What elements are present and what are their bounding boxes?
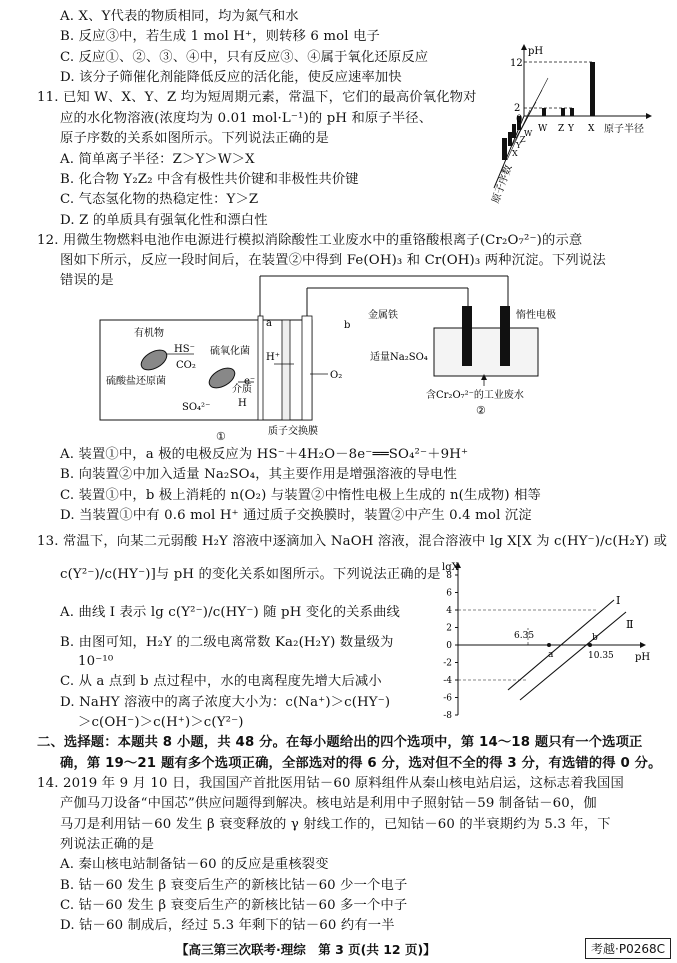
device-1-label: ① [216,430,226,443]
q11-option-b: B. 化合物 Y₂Z₂ 中含有极性共价键和非极性共价键 [60,172,359,187]
q13-figure [430,560,655,720]
waste-water-label: 含Cr₂O₇²⁻的工业废水 [426,390,524,401]
bar-y [570,108,574,116]
front-label-y: Y [516,141,522,150]
q11-stem-2: 应的水化物溶液(浓度均为 0.01 mol·L⁻¹)的 pH 和原子半径、 [60,111,433,126]
label-z: Z [558,124,565,134]
tick-label: -4 [443,676,452,686]
q11-stem-3: 原子序数的关系如图所示。下列说法正确的是 [60,131,329,146]
q12-stem-1: 12. 用微生物燃料电池作电源进行模拟消除酸性工业废水中的重铬酸根离子(Cr₂O₇²⁻)的示意 [37,233,583,248]
paper-code: 考越·P0268C [585,938,671,959]
point-a [547,643,551,647]
tick-label: 2 [446,623,452,634]
q14-stem-2: 产伽马刀设备“中国芯”供应问题得到解决。核电站是利用中子照射钴－59 制备钴－60，伽 [60,796,597,811]
front-label-x: X [512,149,518,158]
front-label-z: Z [520,135,526,144]
hplus-label: H⁺ [266,352,280,363]
inert-electrode-label: 惰性电极 [516,310,556,321]
sulfate-reducer-cell [138,346,170,374]
q11-option-d: D. Z 的单质具有强氧化性和漂白性 [60,213,268,228]
q13-option-b-cont: 10⁻¹⁰ [78,654,114,669]
curve-1-label: Ⅰ [616,594,621,607]
q12-option-d: D. 当装置①中有 0.6 mol H⁺ 通过质子交换膜时，装置②中产生 0.4 mol 沉淀 [60,508,532,523]
q12-option-a: A. 装置①中，a 极的电极反应为 HS⁻＋4H₂O－8e⁻══SO₄²⁻＋9H⁺ [60,447,469,462]
q11-stem-1: 11. 已知 W、X、Y、Z 均为短周期元素，常温下，它们的最高价氧化物对 [37,90,477,105]
tick-2: 2 [514,103,521,114]
metal-fe-label: 金属铁 [368,310,398,321]
q12-stem-3: 错误的是 [60,273,114,288]
iron-electrode [462,306,472,366]
q10-option-b: B. 反应③中，若生成 1 mol H⁺，则转移 6 mol 电子 [60,29,380,44]
na2so4-label: 适量Na₂SO₄ [370,352,428,363]
q14-stem-1: 14. 2019 年 9 月 10 日，我国国产首批医用钴－60 原料组件从秦山核电站启运，这标志着我国国 [37,776,624,791]
q11-figure [488,38,670,210]
lgx-label: lgX [442,562,459,573]
q12-figure [98,274,578,444]
co2-label: CO₂ [176,360,196,371]
q13-stem-1: 13. 常温下，向某二元弱酸 H₂Y 溶液中逐滴加入 NaOH 溶液，混合溶液中 lg X[X 为 c(HY⁻)/c(H₂Y) 或 [37,534,668,549]
q12-option-c: C. 装置①中，b 极上消耗的 n(O₂) 与装置②中惰性电极上生成的 n(生成物) 相等 [60,488,541,503]
q14-option-d: D. 钴－60 制成后，经过 5.3 年剩下的钴－60 约有一半 [60,918,395,933]
section-2-heading-cont: 确，第 19～21 题有多个选项正确，全部选对的得 6 分，选对但不全的得 3 分，有选错的得 0 分。 [60,756,662,771]
q14-option-a: A. 秦山核电站制备钴－60 的反应是重核裂变 [60,857,329,872]
q10-option-d: D. 该分子筛催化剂能降低反应的活化能，使反应速率加快 [60,70,402,85]
proton-membrane [282,320,290,420]
tick-0: 0 [516,114,523,125]
label-y: Y [568,124,574,134]
o2-label: O₂ [330,370,343,381]
q13-option-a: A. 曲线 Ⅰ 表示 lg c(Y²⁻)/c(HY⁻) 随 pH 变化的关系曲线 [60,605,400,620]
point-b [588,643,592,647]
device-2-beaker [434,328,538,376]
electron-label: e⁻ [244,376,256,387]
radius-axis-label: 原子半径 [604,124,644,135]
electrode-a [258,316,263,420]
medium-label: 介质 [232,384,252,395]
membrane-label: 质子交换膜 [268,426,318,437]
q14-stem-3: 马刀是利用钴－60 发生 β 衰变释放的 γ 射线工作的，已知钴－60 的半衰期约为 5.3 年，下 [60,817,611,832]
so4-label: SO₄²⁻ [182,402,211,413]
tick-label: -2 [443,658,452,669]
electrode-a-label: a [266,318,272,329]
tick-label: 6 [446,588,452,599]
q14-stem-4: 列说法正确的是 [60,837,155,852]
label-w: W [538,124,548,134]
page-footer: 【高三第三次联考·理综 第 3 页(共 12 页)】 [176,942,436,957]
q10-option-a: A. X、Y代表的物质相同，均为氮气和水 [60,9,299,24]
q13-option-c: C. 从 a 点到 b 点过程中，水的电离程度先增大后减小 [60,674,382,689]
value-10-35: 10.35 [588,651,614,661]
q12-option-b: B. 向装置②中加入适量 Na₂SO₄，其主要作用是增强溶液的导电性 [60,467,457,482]
inert-electrode [500,306,510,366]
q11-option-a: A. 简单离子半径：Z＞Y＞W＞X [60,152,255,167]
h-label: H [238,398,247,409]
electrode-b-label: b [344,320,351,331]
sulfate-reducer-label: 硫酸盐还原菌 [106,376,166,387]
ph-label: pH [635,652,651,663]
device-2-label: ② [476,404,486,417]
point-b-label: b [592,633,598,643]
bar-x [590,62,595,116]
tick-12: 12 [510,58,523,69]
organic-label: 有机物 [134,328,164,339]
front-label-w: W [524,129,533,138]
bar-z [561,108,565,116]
q13-option-d: D. NaHY 溶液中的离子浓度大小为：c(Na⁺)＞c(HY⁻) [60,695,391,710]
q10-option-c: C. 反应①、②、③、④中，只有反应③、④属于氧化还原反应 [60,50,429,65]
q14-option-b: B. 钴－60 发生 β 衰变后生产的新核比钴－60 少一个电子 [60,878,408,893]
q14-option-c: C. 钴－60 发生 β 衰变后生产的新核比钴－60 多一个中子 [60,898,408,913]
q13-option-b: B. 由图可知，H₂Y 的二级电离常数 Ka₂(H₂Y) 数量级为 [60,635,394,650]
y-ticks [443,571,458,720]
q12-stem-2: 图如下所示，反应一段时间后，在装置②中得到 Fe(OH)₃ 和 Cr(OH)₃ 两种沉淀。下列说法 [60,253,606,268]
bar-w [542,108,546,116]
number-axis-label: 原子序数 [490,163,515,206]
curve-2-label: Ⅱ [626,618,634,631]
section-2-heading: 二、选择题：本题共 8 小题，共 48 分。在每小题给出的四个选项中，第 14～18 题只有一个选项正 [37,735,643,750]
value-6-35: 6.35 [514,631,535,641]
hs-label: HS⁻ [174,344,195,355]
label-x: X [588,124,595,134]
point-a-label: a [548,650,554,660]
tick-label: 0 [446,641,452,651]
tick-label: 4 [446,606,452,616]
ph-axis-label: pH [528,46,544,57]
q13-option-d-cont: ＞c(OH⁻)＞c(H⁺)＞c(Y²⁻) [78,715,244,730]
q13-stem-2: c(Y²⁻)/c(HY⁻)]与 pH 的变化关系如图所示。下列说法正确的是 [60,567,441,582]
tick-label: 8 [446,571,452,581]
tick-label: -8 [443,711,452,720]
q11-option-c: C. 气态氢化物的热稳定性：Y＞Z [60,192,259,207]
electrode-b [302,316,312,420]
tick-label: -6 [443,693,452,704]
sulfur-oxidizer-label: 硫氧化菌 [210,346,250,357]
